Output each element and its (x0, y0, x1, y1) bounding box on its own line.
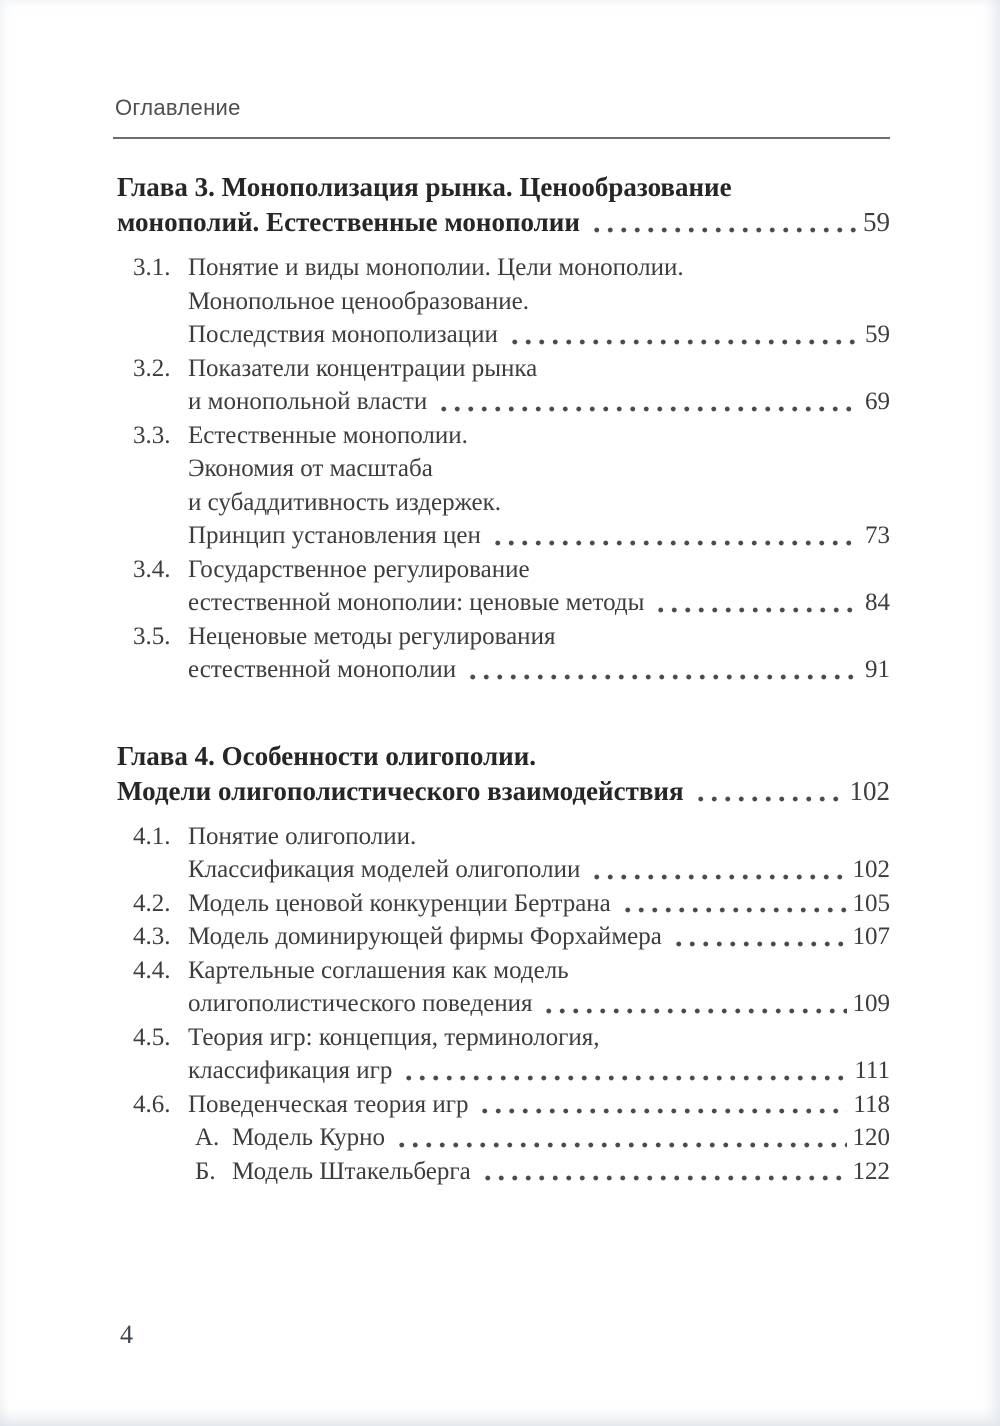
entry-text: Модель Курно (232, 1124, 386, 1151)
dot-leader (654, 606, 859, 614)
toc-line (188, 954, 890, 988)
entry-text: Теория игр: концепция, терминология, (188, 1023, 600, 1051)
dot-leader (621, 906, 847, 914)
entry-text: олигополистического поведения (188, 990, 533, 1017)
toc (117, 170, 890, 1188)
chapter-title-text: Глава 4. Особенности олигополии. (117, 740, 537, 771)
toc-line (117, 739, 890, 774)
dot-leader (590, 873, 846, 881)
chapter-title-text: Модели олигополистического взаимодействия (117, 775, 684, 806)
toc-line (188, 285, 890, 319)
entry-page-number: 84 (865, 589, 890, 616)
toc-entry (117, 820, 890, 887)
chapter-title (117, 170, 890, 240)
toc-line (117, 774, 890, 809)
toc-entry (117, 419, 890, 553)
toc-line (188, 920, 890, 954)
entry-text: естественной монополии: ценовые методы (188, 589, 645, 616)
entry-text: Последствия монополизации (188, 321, 498, 348)
chapter-items (117, 251, 890, 687)
toc-line (188, 352, 890, 386)
toc-line (188, 318, 890, 352)
entry-text: Модель ценовой конкуренции Бертрана (188, 889, 611, 917)
toc-line (232, 1155, 890, 1189)
toc-entry (117, 1021, 890, 1088)
entry-number: 3.2. (133, 354, 171, 382)
entry-number: 3.3. (133, 421, 171, 449)
entry-text: Принцип установления цен (188, 522, 481, 549)
toc-entry (117, 920, 890, 954)
toc-line (188, 987, 890, 1021)
entry-page-number: 69 (865, 388, 890, 415)
toc-entry (117, 251, 890, 352)
entry-text: и субаддитивность издержек. (188, 488, 502, 516)
toc-line (188, 385, 890, 419)
entry-body (188, 1021, 890, 1088)
entry-body (188, 920, 890, 954)
entry-number: 4.4. (133, 956, 171, 984)
entry-text: и монопольной власти (188, 388, 428, 415)
entry-text: Экономия от масштаба (188, 455, 433, 482)
toc-line (232, 1121, 890, 1155)
entry-page-number: 102 (852, 856, 890, 883)
toc-chapter (117, 170, 890, 687)
toc-entry (117, 887, 890, 921)
entry-text: Монопольное ценообразование. (188, 287, 530, 315)
toc-line (188, 653, 890, 687)
entry-body (188, 419, 890, 553)
entry-text: Картельные соглашения как модель (188, 956, 569, 984)
running-header: Оглавление (115, 95, 241, 120)
toc-entry (117, 1155, 890, 1189)
dot-leader (590, 226, 857, 234)
entry-text: Понятие олигополии. (188, 822, 417, 850)
entry-body (188, 887, 890, 921)
toc-line (188, 452, 890, 486)
entry-body (188, 352, 890, 419)
entry-number: 3.5. (133, 622, 171, 650)
toc-entry (117, 1088, 890, 1122)
entry-body (188, 620, 890, 687)
toc-entry (117, 954, 890, 1021)
entry-body (188, 1088, 890, 1122)
toc-line (117, 170, 890, 205)
toc-entry (117, 1121, 890, 1155)
dot-leader (437, 405, 859, 413)
entry-text: Понятие и виды монополии. Цели монополии. (188, 254, 684, 281)
entry-body (188, 820, 890, 887)
toc-line (188, 519, 890, 553)
entry-text: естественной монополии (188, 656, 457, 683)
toc-line (188, 419, 890, 453)
entry-number: 4.3. (133, 923, 171, 950)
toc-chapter (117, 739, 890, 1189)
entry-page-number: 59 (865, 321, 890, 348)
toc-entry (117, 352, 890, 419)
entry-number: Б. (195, 1157, 216, 1185)
toc-line (188, 820, 890, 854)
entry-page-number: 107 (852, 923, 890, 950)
entry-text: Поведенческая теория игр (188, 1090, 469, 1118)
entry-number: 4.2. (133, 889, 171, 917)
entry-page-number: 59 (863, 207, 890, 237)
chapter-title (117, 739, 890, 809)
entry-text: Естественные монополии. (188, 421, 468, 449)
chapter-title-text: Глава 3. Монополизация рынка. Ценообразование (117, 172, 732, 202)
entry-page-number: 109 (852, 990, 890, 1017)
page-number: 4 (120, 1320, 133, 1349)
entry-text: Показатели концентрации рынка (188, 354, 538, 382)
entry-page-number: 105 (852, 889, 890, 917)
toc-line (188, 853, 890, 887)
toc-line (188, 553, 890, 587)
entry-text: Классификация моделей олигополии (188, 856, 581, 883)
chapter-title-text: монополий. Естественные монополии (117, 207, 580, 237)
toc-entry (117, 553, 890, 620)
chapter-items (117, 820, 890, 1189)
entry-body (188, 251, 890, 352)
entry-text: Модель доминирующей фирмы Форхаймера (188, 923, 662, 950)
entry-page-number: 102 (849, 775, 890, 806)
entry-body (232, 1155, 890, 1189)
entry-page-number: 118 (853, 1090, 890, 1118)
dot-leader (542, 1007, 846, 1015)
entry-page-number: 91 (865, 656, 890, 683)
entry-body (232, 1121, 890, 1155)
header-rule (113, 137, 890, 139)
toc-line (188, 486, 890, 520)
dot-leader (478, 1107, 847, 1115)
toc-line (188, 1054, 890, 1088)
entry-page-number: 122 (852, 1157, 890, 1185)
dot-leader (402, 1074, 848, 1082)
dot-leader (672, 940, 847, 948)
entry-number: А. (195, 1124, 220, 1151)
dot-leader (395, 1141, 846, 1149)
entry-text: Неценовые методы регулирования (188, 622, 556, 650)
toc-line (188, 620, 890, 654)
entry-body (188, 553, 890, 620)
entry-text: классификация игр (188, 1057, 393, 1084)
entry-number: 4.1. (133, 822, 171, 850)
entry-number: 3.4. (133, 555, 171, 583)
toc-line (188, 1088, 890, 1122)
dot-leader (508, 338, 859, 346)
entry-number: 3.1. (133, 254, 171, 281)
entry-page-number: 73 (865, 522, 890, 549)
toc-line (188, 586, 890, 620)
toc-line (188, 1021, 890, 1055)
entry-text: Модель Штакельберга (232, 1157, 471, 1185)
toc-entry (117, 620, 890, 687)
entry-body (188, 954, 890, 1021)
toc-line (188, 251, 890, 285)
dot-leader (491, 539, 859, 547)
dot-leader (481, 1174, 847, 1182)
dot-leader (694, 795, 844, 803)
dot-leader (466, 673, 859, 681)
entry-number: 4.6. (133, 1090, 171, 1118)
toc-line (188, 887, 890, 921)
entry-page-number: 111 (854, 1057, 890, 1084)
toc-line (117, 205, 890, 240)
entry-text: Государственное регулирование (188, 555, 530, 583)
entry-page-number: 120 (852, 1124, 890, 1151)
entry-number: 4.5. (133, 1023, 171, 1051)
